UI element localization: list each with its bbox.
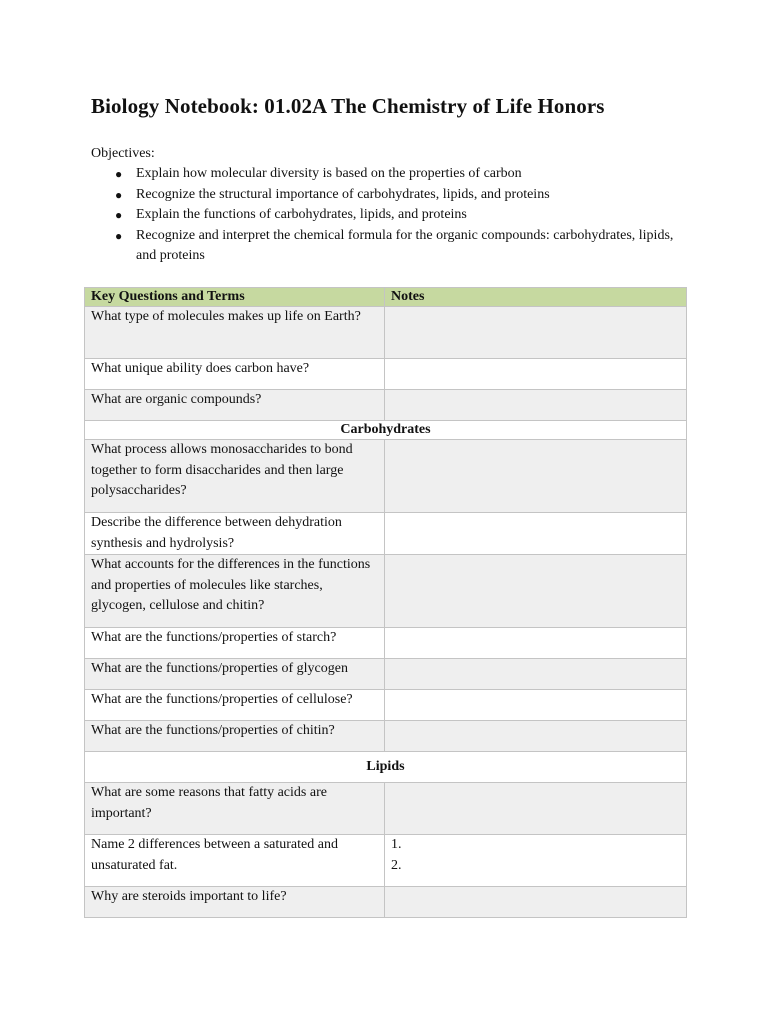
table-row xyxy=(85,659,687,690)
document-title: Biology Notebook: 01.02A The Chemistry of Life Honors xyxy=(91,94,605,118)
objective-text: Explain how molecular diversity is based on the properties of carbon xyxy=(136,166,522,181)
question-cell: What accounts for the differences in the functions and properties of molecules like starches, glycogen, cellulose and chitin? xyxy=(85,555,385,628)
objective-text: Recognize the structural importance of carbohydrates, lipids, and proteins xyxy=(136,186,550,202)
section-heading: Lipids xyxy=(85,752,687,783)
notes-cell[interactable] xyxy=(385,835,687,887)
question-cell: What are the functions/properties of chitin? xyxy=(85,721,385,752)
objective-text: Explain the functions of carbohydrates, lipids, and proteins xyxy=(136,207,467,222)
answer-line: 2. xyxy=(391,857,402,873)
notes-cell[interactable] xyxy=(385,628,687,659)
objective-text: Recognize and interpret the chemical formula for the organic compounds: carbohydrates, lipids, and proteins xyxy=(136,227,674,263)
question-cell: What type of molecules makes up life on Earth? xyxy=(85,307,385,359)
notes-cell[interactable] xyxy=(385,359,687,390)
notes-cell[interactable] xyxy=(385,721,687,752)
column-header-notes: Notes xyxy=(385,288,687,307)
table-header-row xyxy=(85,288,687,307)
notes-cell[interactable] xyxy=(385,513,687,555)
notes-cell[interactable] xyxy=(385,783,687,835)
question-cell: What are the functions/properties of starch? xyxy=(85,628,385,659)
question-cell: What are some reasons that fatty acids are important? xyxy=(85,783,385,835)
table-row xyxy=(85,359,687,390)
table-row xyxy=(85,783,687,835)
notes-table xyxy=(84,287,687,918)
question-cell: What are the functions/properties of glycogen xyxy=(85,659,385,690)
question-cell: Why are steroids important to life? xyxy=(85,887,385,918)
notes-cell[interactable] xyxy=(385,390,687,421)
objective-item xyxy=(91,226,691,267)
table-row xyxy=(85,835,687,887)
table-row xyxy=(85,440,687,513)
table-row xyxy=(85,307,687,359)
table-row xyxy=(85,390,687,421)
bullet-icon: ● xyxy=(115,208,123,222)
table-row xyxy=(85,628,687,659)
section-row-carbohydrates xyxy=(85,421,687,440)
section-row-lipids xyxy=(85,752,687,783)
bullet-icon: ● xyxy=(115,228,123,243)
notes-cell[interactable] xyxy=(385,555,687,628)
section-heading: Carbohydrates xyxy=(85,421,687,440)
table-row xyxy=(85,690,687,721)
bullet-icon: ● xyxy=(115,187,123,202)
question-cell: What process allows monosaccharides to bond together to form disaccharides and then large polysaccharides? xyxy=(85,440,385,513)
objective-item xyxy=(91,185,691,206)
question-cell: Name 2 differences between a saturated and unsaturated fat. xyxy=(85,835,385,887)
table-row xyxy=(85,513,687,555)
table-row xyxy=(85,887,687,918)
objectives-list xyxy=(91,164,691,267)
notes-cell[interactable] xyxy=(385,690,687,721)
objectives-label: Objectives: xyxy=(91,146,155,161)
answer-line: 1. xyxy=(391,837,402,852)
bullet-icon: ● xyxy=(115,167,123,181)
notes-cell[interactable] xyxy=(385,887,687,918)
question-cell: What are the functions/properties of cellulose? xyxy=(85,690,385,721)
table-row xyxy=(85,555,687,628)
notes-cell[interactable] xyxy=(385,440,687,513)
notes-cell[interactable] xyxy=(385,307,687,359)
question-cell: What unique ability does carbon have? xyxy=(85,359,385,390)
objective-item xyxy=(91,205,691,226)
question-cell: What are organic compounds? xyxy=(85,390,385,421)
objective-item xyxy=(91,164,691,185)
column-header-questions: Key Questions and Terms xyxy=(85,288,385,307)
notes-cell[interactable] xyxy=(385,659,687,690)
table-row xyxy=(85,721,687,752)
question-cell: Describe the difference between dehydration synthesis and hydrolysis? xyxy=(85,513,385,555)
